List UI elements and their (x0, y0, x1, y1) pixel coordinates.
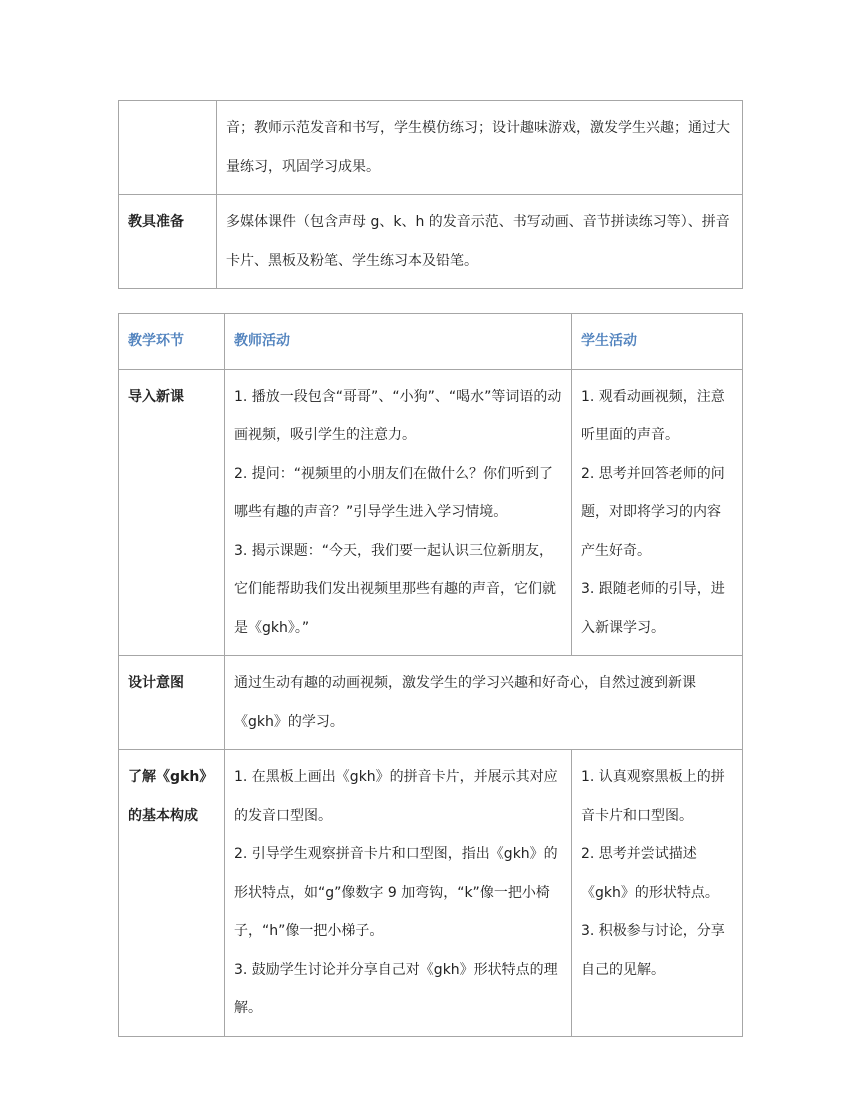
student-step: 3. 积极参与讨论，分享自己的见解。 (581, 923, 725, 978)
teacher-activities (225, 369, 572, 656)
teacher-step: 2. 提问：“视频里的小朋友们在做什么？你们听到了哪些有趣的声音？”引导学生进入学习情境。 (234, 465, 554, 520)
student-step: 1. 认真观察黑板上的拼音卡片和口型图。 (581, 769, 725, 824)
header-student: 学生活动 (572, 314, 743, 370)
table-row-design-intent (119, 656, 743, 750)
teacher-step: 1. 播放一段包含“哥哥”、“小狗”、“喝水”等词语的动画视频，吸引学生的注意力。 (234, 388, 562, 443)
teacher-step: 3. 揭示课题：“今天，我们要一起认识三位新朋友，它们能帮助我们发出视频里那些有趣的声音，它们就是《gkh》。” (234, 542, 556, 636)
header-teacher: 教师活动 (225, 314, 572, 370)
teacher-step: 1. 在黑板上画出《gkh》的拼音卡片，并展示其对应的发音口型图。 (234, 769, 558, 824)
method-text: 音；教师示范发音和书写，学生模仿练习；设计趣味游戏，激发学生兴趣；通过大量练习，巩固学习成果。 (217, 101, 743, 195)
stage-label: 了解《gkh》的基本构成 (119, 750, 225, 1037)
teacher-step: 2. 引导学生观察拼音卡片和口型图，指出《gkh》的形状特点，如“g”像数字 9 加弯钩，“k”像一把小椅子，“h”像一把小梯子。 (234, 846, 558, 939)
stage-label: 导入新课 (119, 369, 225, 656)
header-stage: 教学环节 (119, 314, 225, 370)
lesson-plan-table (118, 313, 743, 1037)
teacher-activities (225, 750, 572, 1037)
stage-label: 设计意图 (119, 656, 225, 750)
row-label-materials: 教具准备 (119, 195, 217, 289)
teacher-step: 3. 鼓励学生讨论并分享自己对《gkh》形状特点的理解。 (234, 961, 558, 1016)
materials-text: 多媒体课件（包含声母 g、k、h 的发音示范、书写动画、音节拼读练习等）、拼音卡片、黑板及粉笔、学生练习本及铅笔。 (217, 195, 743, 289)
table-row (119, 195, 743, 289)
student-step: 2. 思考并尝试描述《gkh》的形状特点。 (581, 846, 719, 901)
design-intent-text: 通过生动有趣的动画视频，激发学生的学习兴趣和好奇心，自然过渡到新课《gkh》的学习。 (225, 656, 743, 750)
student-step: 3. 跟随老师的引导，进入新课学习。 (581, 581, 725, 636)
table-row-intro (119, 369, 743, 656)
row-label (119, 101, 217, 195)
table-header-row (119, 314, 743, 370)
student-step: 1. 观看动画视频，注意听里面的声音。 (581, 388, 725, 443)
student-step: 2. 思考并回答老师的问题，对即将学习的内容产生好奇。 (581, 465, 725, 559)
table-row-structure (119, 750, 743, 1037)
resources-table (118, 100, 743, 289)
table-row (119, 101, 743, 195)
student-activities (572, 369, 743, 656)
student-activities (572, 750, 743, 1037)
